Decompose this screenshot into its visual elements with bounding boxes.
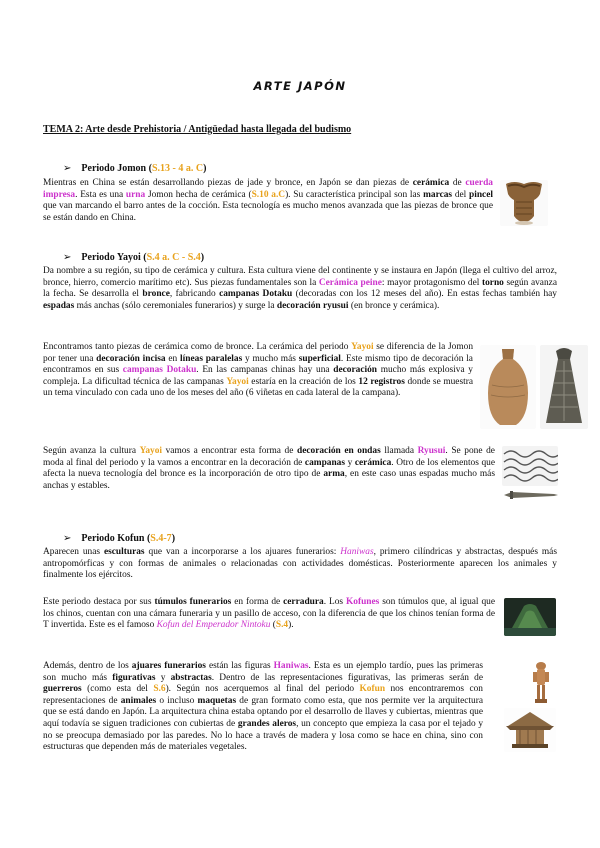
text-run: campanas [304,457,346,468]
period-range: S.4-7 [150,533,172,544]
text-run: Kofun [359,684,386,695]
text-run: ). [288,620,294,631]
text-run: . Los [323,597,346,607]
text-run: urna [125,189,146,200]
text-run: (como esta del [81,684,154,695]
bronze-sword-image [500,488,560,502]
section-heading-text: TEMA 2: Arte desde Prehistoria / Antigüedad hasta llegada del budismo [43,124,352,135]
text-run: : mayor protagonismo del [381,277,482,288]
text-run: grandes aleros [237,718,297,729]
text-run: se diferencia de la Jomon por tener una [43,342,474,364]
text-run: llamada [380,446,418,456]
text-run: campanas Dotaku [219,289,293,300]
period-heading-jomon [63,163,206,174]
text-run: . Otro de los elementos que afecta la nueva tecnología del bronce es la incorporación de otro tipo de [43,457,495,480]
text-run: S.10 a.C [251,189,286,200]
text-run: bronce [142,289,170,300]
text-run: S.4 [275,620,289,631]
text-run: arma [323,469,345,480]
text-run: túmulos funerarios [154,597,232,607]
text-run: mucho más explosiva y compleja. La dificultad técnica de las campanas [43,365,473,387]
text-run: campanas Dotaku [122,365,197,376]
text-run: guerreros [43,684,82,695]
paragraph-yayoi-1 [43,266,557,312]
paragraph-yayoi-2 [43,342,473,400]
dotaku-bell-image [540,345,588,429]
text-run: pincel [469,189,493,200]
period-range: S.13 - 4 a. C [151,163,204,174]
jomon-urn-image [500,180,548,226]
text-run: de [449,178,466,188]
text-run: esculturas [103,547,145,557]
text-run: en forma de [231,597,284,607]
yayoi-jar-image [480,345,536,429]
period-heading-kofun [63,533,175,544]
text-run: o incluso [156,695,198,706]
text-run: Aparecen unas [43,547,104,557]
text-run: , primero cilíndricas y abstractas, después más antropomórficas y con formas de animales o relacionadas con actividades domésticas. Posteriormente aparecen los animales y finalmente los ejércitos. [43,547,557,581]
text-run: Según avanza la cultura [43,446,140,456]
text-run: 12 registros [358,376,405,387]
text-run: cuerda impresa [43,178,493,200]
text-run: Haniwas [273,661,309,671]
text-run: maquetas [197,695,237,706]
period-range: S.4 a. C - S.4 [146,252,201,263]
text-run: ajuares funerarios [131,661,206,671]
text-run: torno [481,277,504,288]
text-run: ). Su característica principal son las [285,189,424,200]
text-run: que van a incorporarse a los ajuares funerarios: [144,547,341,557]
text-run: Yayoi [139,446,163,456]
text-run: . Se pone de moda al final del periodo y la vamos a encontrar en la decoración de [43,446,495,468]
text-run: Además, dentro de los [43,661,132,671]
text-run: decoración incisa [96,353,166,364]
text-run: superficial [298,353,341,364]
paragraph-kofun-1 [43,547,557,582]
period-label: Periodo Jomon ( [81,163,152,174]
text-run: . Esta es un ejemplo tardío, pues las primeras son mucho más [43,661,483,683]
period-close: ) [171,533,176,544]
text-run: Cerámica peine [318,277,382,288]
text-run: Ryusui [417,446,446,456]
text-run: ( [270,620,276,631]
text-run: cerámica [354,457,392,468]
arrow-bullet-icon: ➢ [63,252,72,263]
text-run: marcas [423,189,453,200]
text-run: Yayoi [351,342,374,352]
paragraph-jomon-1 [43,178,493,224]
text-run: . Este mismo tipo de decoración la encontramos en sus [43,353,473,376]
period-close: ) [203,163,207,174]
text-run: cerradura [283,597,324,607]
text-run: y [155,672,171,683]
text-run: y [345,457,355,468]
paragraph-kofun-2 [43,597,495,632]
text-run: de gran formato como esta, que nos permite ver la arquitectura que se está dando en Japón. La arquitectura china estaba optando por el desarrollo de llaves y cubiertas, mientras que aquí todavía se siguen tradiciones con cubiertas de [43,695,483,729]
period-label: Periodo Kofun ( [81,533,151,544]
arrow-bullet-icon: ➢ [63,163,72,174]
text-run: Haniwas [340,547,374,557]
text-run: y mucho más [242,353,299,364]
text-run: (decoradas con los 12 meses del año). En estas fechas también hay [292,289,557,300]
text-run: Yayoi [226,376,249,387]
period-close: ) [200,252,205,263]
text-run: decoración ryusui [276,300,349,311]
text-run: más anchas (sólo ceremoniales funerarios) y surge la [74,300,277,311]
period-heading-yayoi [63,252,204,263]
section-heading [43,124,563,135]
text-run: Encontramos tanto piezas de cerámica como de bronce. La cerámica del periodo [43,342,352,352]
text-run: abstractas [170,672,212,683]
period-label: Periodo Yayoi ( [81,252,147,263]
document-title: ARTE JAPÓN [253,79,347,93]
text-run: vamos a encontrar esta forma de [162,446,297,456]
text-run: donde se muestra un tema vinculado con cada uno de los meses del año (6 viñetas en cada lateral de la campana). [43,376,473,399]
text-run: decoración en ondas [296,446,381,456]
arrow-bullet-icon: ➢ [63,533,72,544]
text-run: son túmulos que, al igual que los chinos, cuentan con una cámara funeraria y un pasillo de acceso, con la diferencia de que los chinos tenían forma de T invertida. Este es el famoso [43,597,495,631]
text-run: ). Según nos acerquemos al final del periodo [165,684,360,695]
text-run: que van marcando el barro antes de la cocción. Esta tecnología es mucho menos avanzada que las piezas de bronce que se están dando en China. [43,201,493,223]
text-run: Kofunes [345,597,380,607]
text-run: . En las campanas chinas hay una [196,365,334,376]
text-run: (en bronce y cerámica). [348,300,440,311]
text-run: Jomon hecha de cerámica ( [145,189,252,200]
text-run: , un concepto que empieza la casa por el tejado y no se preocupa demasiado por las paredes. No lo hace a través de madera y losa como se hace en china, sino con estructuras que dependen más de materiales vegetales. [43,718,484,753]
text-run: Mientras en China se están desarrollando piezas de jade y bronce, en Japón se dan piezas de [43,178,413,188]
text-run: espadas [43,300,75,311]
text-run: figurativas [112,672,156,683]
text-run: . Dentro de las representaciones figurativas, las primeras serán de [211,672,483,683]
text-run: están las figuras [205,661,274,671]
kofun-tumulus-image [504,598,556,636]
text-run: . Esta es una [75,189,126,200]
text-run: decoración [333,365,378,376]
text-run: Da nombre a su región, su tipo de cerámica y cultura. Esta cultura viene del continente y se instaura en Japón (llega el cultivo del arroz, bronce, hierro, comercio marítimo etc). Sus piezas fundamentales son la [43,266,557,288]
house-model-image [504,708,556,752]
text-run: S.6 [153,684,166,695]
text-run: cerámica [412,178,450,188]
paragraph-yayoi-3 [43,446,495,492]
text-run: , fabricando [169,289,220,300]
text-run: Este periodo destaca por sus [43,597,155,607]
text-run: según avanza la fecha. Se desarrolla el [43,277,557,300]
ryusui-pattern-image [502,446,558,486]
text-run: en [165,353,181,364]
text-run: líneas paralelas [180,353,243,364]
haniwa-warrior-image [530,660,552,704]
text-run: animales [120,695,157,706]
text-run: , en este caso unas espadas mucho más anchas y estables. [43,469,495,491]
text-run: nos encontraremos con representaciones de [43,684,483,706]
text-run: Kofun del Emperador Nintoku [156,620,271,631]
text-run: del [452,189,470,200]
paragraph-kofun-3 [43,661,483,754]
text-run: estaría en la creación de los [248,376,359,387]
